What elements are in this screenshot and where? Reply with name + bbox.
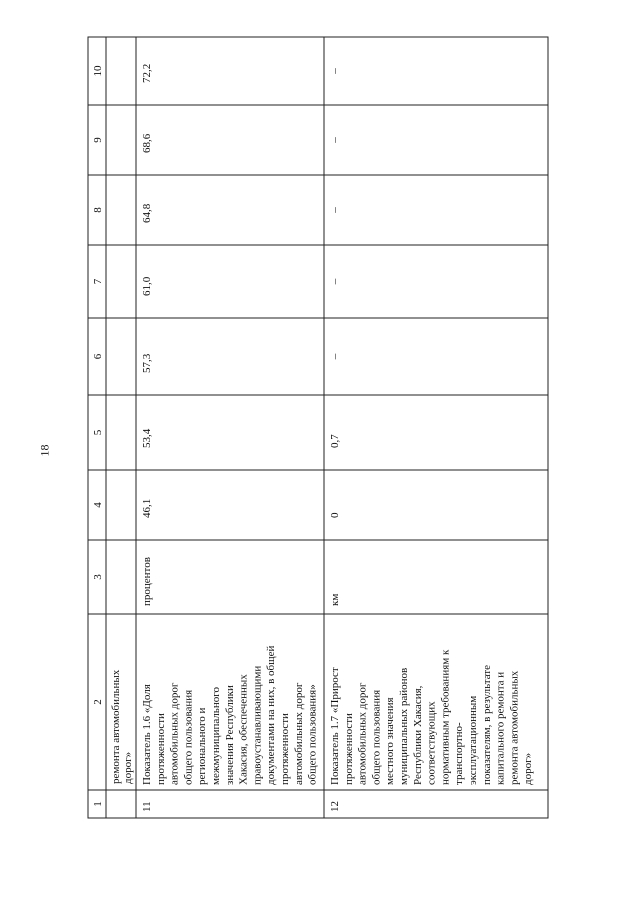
value-cell: 0,7 — [329, 434, 341, 448]
column-number-header: 3 — [92, 574, 104, 580]
value-cell: 61,0 — [141, 276, 153, 296]
indicator-name-line: капитального ремонта и — [494, 671, 507, 785]
value-cell: – — [329, 68, 341, 74]
column-number-header: 9 — [92, 137, 104, 143]
row-number: 11 — [141, 801, 153, 812]
indicator-name-line: протяженности — [279, 713, 291, 785]
indicator-name-line: документами на них, в общей — [265, 645, 278, 785]
indicator-name-line: соответствующих — [425, 701, 438, 785]
indicator-name-line: Показатель 1.7 «Прирост — [329, 667, 341, 785]
value-cell: 46,1 — [141, 498, 153, 518]
value-cell: – — [329, 278, 341, 285]
unit-cell: км — [329, 593, 341, 606]
indicator-name-line: общего пользования — [182, 689, 195, 785]
page-number: 18 — [37, 444, 52, 457]
indicator-name-line: автомобильных дорог — [356, 682, 369, 785]
value-cell: – — [329, 353, 341, 360]
indicator-name-line: межмуниципального — [210, 687, 222, 785]
indicator-name-line: показателям, в результате — [480, 665, 493, 785]
column-number-header: 4 — [92, 502, 104, 508]
value-cell: 0 — [329, 512, 341, 518]
indicator-name-line: Показатель 1.6 «Доля — [141, 684, 153, 785]
row-number: 12 — [329, 801, 341, 812]
column-number-header: 5 — [92, 429, 104, 436]
column-number-header: 6 — [92, 353, 104, 360]
indicator-name-line: общего пользования — [370, 689, 383, 785]
indicator-name-line: протяженности — [342, 713, 355, 785]
indicator-name-line: транспортно- — [453, 722, 466, 785]
indicator-name-line: муниципальных районов — [398, 667, 410, 785]
indicator-name-line: нормативным требованиям к — [439, 649, 452, 785]
continuation-text: ремонта автомобильных — [110, 669, 122, 784]
indicator-name-line: автомобильных дорог — [292, 682, 305, 785]
continuation-text: дорог» — [122, 751, 134, 784]
value-cell: 53,4 — [141, 428, 153, 448]
indicator-name-line: протяженности — [154, 713, 167, 785]
indicator-name-line: регионального и — [196, 707, 209, 785]
indicator-name-line: эксплуатационным — [467, 695, 479, 785]
column-number-header: 8 — [92, 207, 104, 213]
indicator-name-line: значения Республики — [223, 685, 236, 785]
value-cell: 57,3 — [141, 353, 153, 373]
value-cell: 72,2 — [141, 63, 153, 83]
indicator-name-line: дорог» — [522, 752, 535, 785]
column-number-header: 10 — [92, 65, 104, 77]
column-number-header: 2 — [92, 699, 104, 705]
indicator-name-line: правоустанавливающими — [251, 665, 264, 785]
value-cell: – — [329, 137, 341, 143]
indicator-name-line: общего пользования» — [306, 684, 319, 785]
column-number-header: 7 — [92, 278, 104, 285]
indicator-name-line: местного значения — [384, 697, 397, 785]
value-cell: – — [329, 207, 341, 213]
value-cell: 68,6 — [141, 133, 153, 153]
indicator-name-line: ремонта автомобильных — [508, 670, 521, 785]
value-cell: 64,8 — [141, 203, 153, 223]
indicator-name-line: Хакасия, обеспеченных — [237, 674, 250, 785]
column-number-header: 1 — [92, 801, 104, 807]
indicator-name-line: Республики Хакасия, — [411, 685, 424, 785]
unit-cell: процентов — [141, 557, 153, 606]
indicator-name-line: автомобильных дорог — [168, 682, 181, 785]
